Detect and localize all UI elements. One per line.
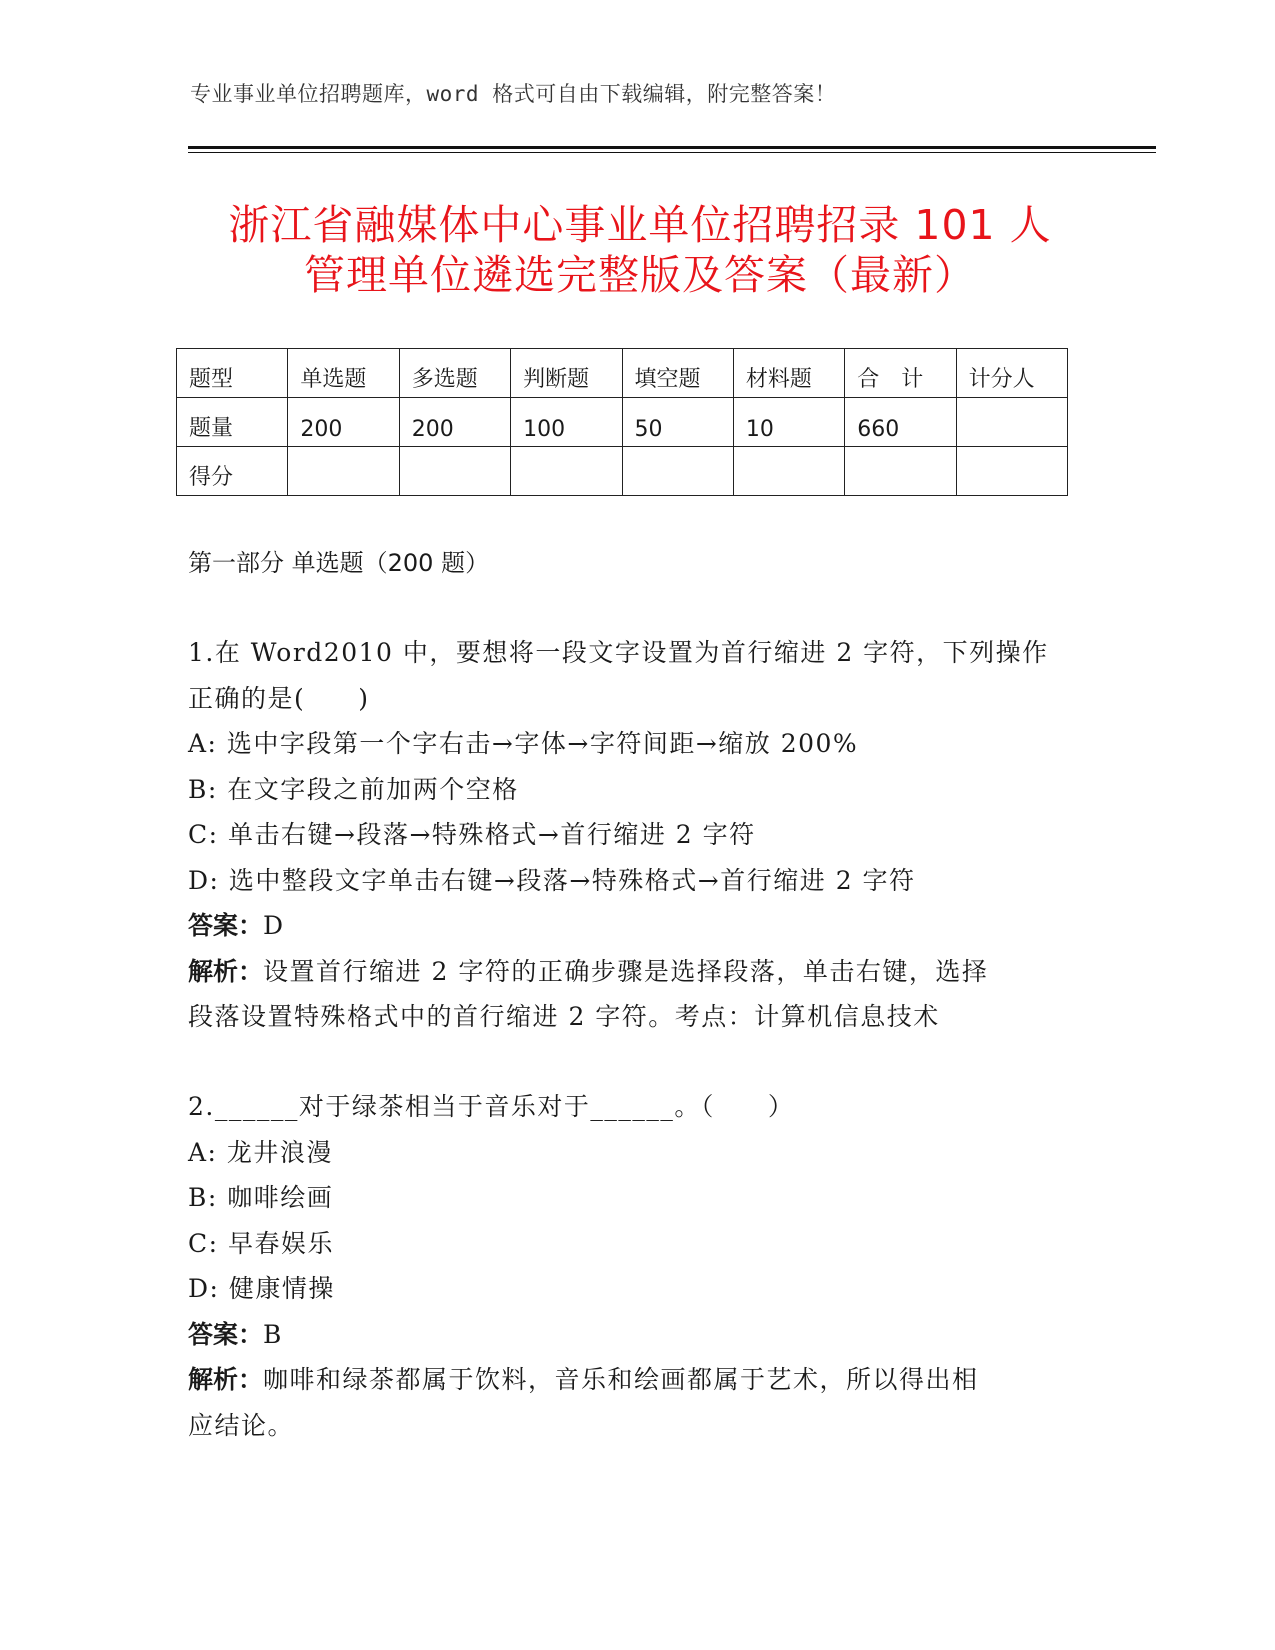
option-a: A: 龙井浪漫 bbox=[188, 1137, 333, 1167]
table-cell: 单选题 bbox=[288, 349, 399, 398]
table-cell: 200 bbox=[288, 398, 399, 447]
table-cell: 200 bbox=[399, 398, 510, 447]
question-stem: 2.______对于绿茶相当于音乐对于______。（ ） bbox=[188, 1092, 795, 1121]
question-stem: 1.在 Word2010 中，要想将一段文字设置为首行缩进 2 字符，下列操作 bbox=[188, 638, 1049, 667]
header-note: 专业事业单位招聘题库，word 格式可自由下载编辑，附完整答案！ bbox=[190, 82, 837, 106]
answer-line bbox=[188, 903, 1088, 949]
table-cell bbox=[956, 447, 1067, 496]
analysis-text: 应结论。 bbox=[188, 1410, 295, 1440]
table-cell: 判断题 bbox=[511, 349, 622, 398]
table-cell: 题量 bbox=[177, 398, 288, 447]
table-cell bbox=[288, 447, 399, 496]
option-d: D: 选中整段文字单击右键→段落→特殊格式→首行缩进 2 字符 bbox=[188, 865, 916, 895]
table-cell bbox=[511, 447, 622, 496]
question-stem: 正确的是( ) bbox=[188, 683, 370, 713]
table-cell bbox=[956, 398, 1067, 447]
answer-value: D bbox=[263, 911, 285, 940]
table-header-row bbox=[177, 349, 1068, 398]
table-cell bbox=[733, 447, 844, 496]
title-line-2: 管理单位遴选完整版及答案（最新） bbox=[304, 251, 976, 299]
analysis-line bbox=[188, 1357, 1088, 1403]
table-cell: 题型 bbox=[177, 349, 288, 398]
table-cell: 100 bbox=[511, 398, 622, 447]
option-b: B: 在文字段之前加两个空格 bbox=[188, 774, 519, 804]
option-c: C: 单击右键→段落→特殊格式→首行缩进 2 字符 bbox=[188, 820, 756, 849]
question-2 bbox=[188, 1084, 1088, 1448]
analysis-line bbox=[188, 949, 1088, 995]
table-cell: 660 bbox=[845, 398, 956, 447]
table-cell bbox=[845, 447, 956, 496]
table-cell: 10 bbox=[733, 398, 844, 447]
table-cell: 多选题 bbox=[399, 349, 510, 398]
table-cell: 填空题 bbox=[622, 349, 733, 398]
answer-line bbox=[188, 1312, 1088, 1358]
answer-value: B bbox=[263, 1319, 283, 1349]
table-cell bbox=[622, 447, 733, 496]
analysis-label: 解析： bbox=[188, 1365, 264, 1394]
title-line-1: 浙江省融媒体中心事业单位招聘招录 101 人 bbox=[228, 201, 1052, 249]
table-cell: 得分 bbox=[177, 447, 288, 496]
analysis-text: 咖啡和绿茶都属于饮料，音乐和绘画都属于艺术，所以得出相 bbox=[263, 1365, 979, 1394]
document-title bbox=[120, 200, 1160, 300]
question-1 bbox=[188, 630, 1088, 1040]
table-row-count bbox=[177, 398, 1068, 447]
answer-label: 答案： bbox=[188, 911, 264, 940]
header-divider bbox=[188, 146, 1156, 149]
table-cell: 50 bbox=[622, 398, 733, 447]
option-c: C: 早春娱乐 bbox=[188, 1228, 334, 1258]
table-cell: 材料题 bbox=[733, 349, 844, 398]
table-cell: 合 计 bbox=[845, 349, 956, 398]
option-b: B: 咖啡绘画 bbox=[188, 1183, 334, 1212]
table-row-score bbox=[177, 447, 1068, 496]
section-title: 第一部分 单选题（200 题） bbox=[188, 549, 490, 577]
table-cell: 计分人 bbox=[956, 349, 1067, 398]
answer-label: 答案： bbox=[188, 1319, 264, 1349]
analysis-text: 段落设置特殊格式中的首行缩进 2 字符。考点：计算机信息技术 bbox=[188, 1002, 940, 1031]
score-table bbox=[176, 348, 1068, 496]
option-a: A: 选中字段第一个字右击→字体→字符间距→缩放 200% bbox=[188, 729, 859, 758]
option-d: D: 健康情操 bbox=[188, 1274, 335, 1303]
analysis-label: 解析： bbox=[188, 956, 264, 986]
header-divider-thin bbox=[188, 152, 1156, 153]
analysis-text: 设置首行缩进 2 字符的正确步骤是选择段落，单击右键，选择 bbox=[263, 956, 989, 986]
table-cell bbox=[399, 447, 510, 496]
